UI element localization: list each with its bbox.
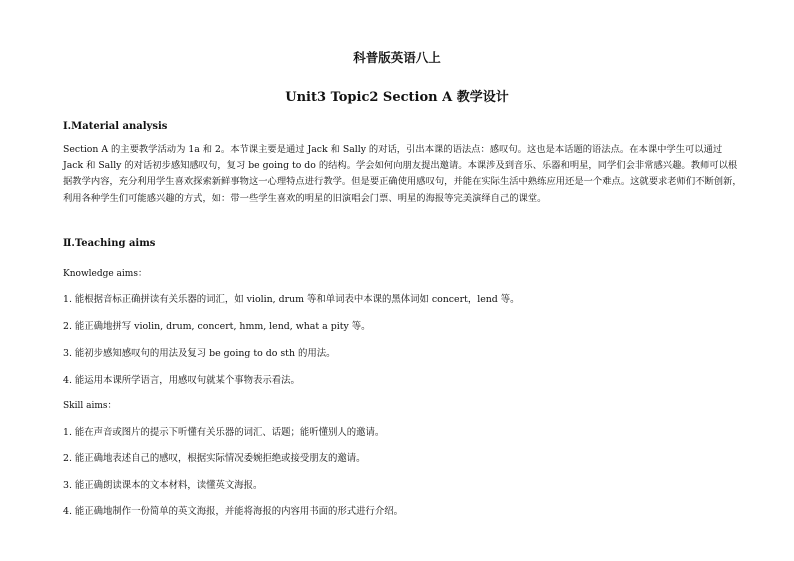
- document-subtitle: Unit3 Topic2 Section A 教学设计: [285, 90, 509, 105]
- knowledge-aims-label: Knowledge aims：: [63, 269, 147, 279]
- material-analysis-heading: Ⅰ.Material analysis: [63, 121, 168, 132]
- material-analysis-paragraph: Section A 的主要教学活动为 1a 和 2。本节课主要是通过 Jack 和 Sally 的对话，引出本课的语法点：感叹句。这也是本话题的语法点。在本课中学生可以通过 Jack 和 Sally 的对话初步感知感叹句，复习 be going to do 的结构。学会如何向朋友提出邀请。本课涉及到音乐、乐器和明星，同学们会非常感兴趣。教师可以根据教学内容，充分利用学生喜欢探索新鲜事物这一心理特点进行教学。但是要正确使用感叹句，并能在实际生活中熟练应用还是一个难点。这就要求老师们不断创新，利用各种学生们可能感兴趣的方式，如：带一些学生喜欢的明星的旧演唱会门票、明星的海报等完美演绎自己的课堂。: [63, 144, 742, 204]
- knowledge-aim-item: 3. 能初步感知感叹句的用法及复习 be going to do sth 的用法。: [63, 348, 336, 359]
- knowledge-aim-item: 2. 能正确地拼写 violin, drum, concert, hmm, lend, what a pity 等。: [63, 321, 371, 332]
- knowledge-aim-item: 4. 能运用本课所学语言，用感叹句就某个事物表示看法。: [63, 375, 300, 386]
- skill-aim-item: 4. 能正确地制作一份简单的英文海报，并能将海报的内容用书面的形式进行介绍。: [63, 506, 404, 517]
- skill-aim-item: 1. 能在声音或图片的提示下听懂有关乐器的词汇、话题；能听懂别人的邀请。: [63, 427, 385, 438]
- knowledge-aim-item: 1. 能根据音标正确拼读有关乐器的词汇，如 violin, drum 等和单词表中本课的黑体词如 concert，lend 等。: [63, 294, 520, 305]
- skill-aims-label: Skill aims：: [63, 401, 117, 411]
- document-title: 科普版英语八上: [353, 50, 441, 65]
- teaching-aims-heading: Ⅱ.Teaching aims: [63, 238, 156, 249]
- skill-aim-item: 2. 能正确地表述自己的感叹，根据实际情况委婉拒绝或接受朋友的邀请。: [63, 453, 366, 464]
- skill-aim-item: 3. 能正确朗读课本的文本材料，读懂英文海报。: [63, 480, 263, 491]
